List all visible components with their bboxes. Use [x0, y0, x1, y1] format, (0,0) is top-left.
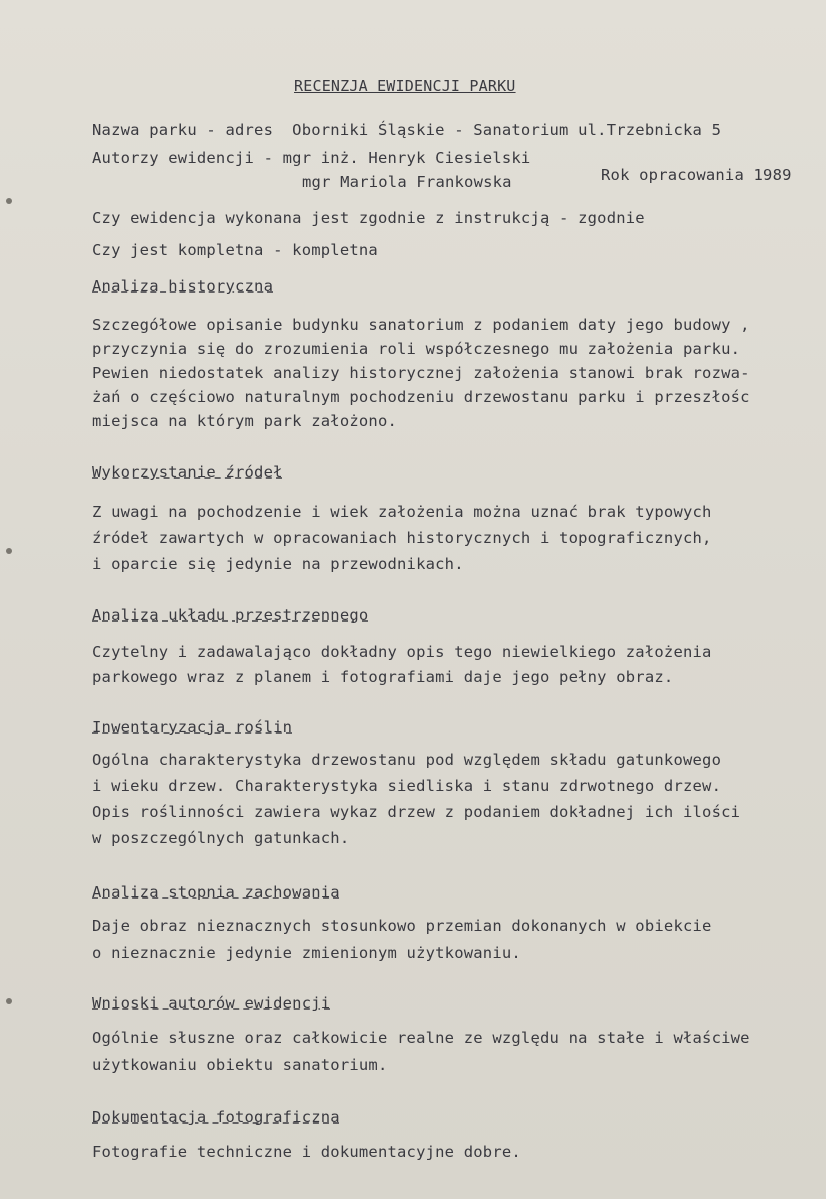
- section-text-line: w poszczególnych gatunkach.: [92, 829, 350, 847]
- section-text-line: przyczynia się do zrozumienia roli współczesnego mu założenia parku.: [92, 340, 741, 358]
- section-text-line: Fotografie techniczne i dokumentacyjne dobre.: [92, 1143, 521, 1161]
- year-line: Rok opracowania 1989: [601, 166, 792, 184]
- section-text-line: Ogólna charakterystyka drzewostanu pod względem składu gatunkowego: [92, 751, 722, 769]
- section-heading: Inwentaryzacja roślin: [92, 718, 293, 736]
- punch-hole: [6, 998, 12, 1004]
- section-heading: Analiza układu przestrzennego: [92, 606, 369, 624]
- completeness-line: Czy jest kompletna - kompletna: [92, 241, 378, 259]
- section-text-line: użytkowaniu obiektu sanatorium.: [92, 1056, 388, 1074]
- section-text-line: źródeł zawartych w opracowaniach historycznych i topograficznych,: [92, 529, 712, 547]
- section-text-line: o nieznacznie jedynie zmienionym użytkowaniu.: [92, 944, 521, 962]
- section-heading: Analiza historyczna: [92, 277, 274, 295]
- section-text-line: Czytelny i zadawalająco dokładny opis tego niewielkiego założenia: [92, 643, 712, 661]
- section-text-line: i oparcie się jedynie na przewodnikach.: [92, 555, 464, 573]
- section-text-line: i wieku drzew. Charakterystyka siedliska i stanu zdrwotnego drzew.: [92, 777, 722, 795]
- punch-hole: [6, 198, 12, 204]
- section-text-line: Opis roślinności zawiera wykaz drzew z podaniem dokładnej ich ilości: [92, 803, 741, 821]
- section-text-line: żań o częściowo naturalnym pochodzeniu drzewostanu parku i przeszłośc: [92, 388, 750, 406]
- document-title: RECENZJA EWIDENCJI PARKU: [294, 77, 516, 95]
- section-text-line: Z uwagi na pochodzenie i wiek założenia można uznać brak typowych: [92, 503, 712, 521]
- section-text-line: miejsca na którym park założono.: [92, 412, 398, 430]
- punch-hole: [6, 548, 12, 554]
- compliance-line: Czy ewidencja wykonana jest zgodnie z instrukcją - zgodnie: [92, 209, 645, 227]
- section-text-line: Ogólnie słuszne oraz całkowicie realne ze względu na stałe i właściwe: [92, 1029, 750, 1047]
- section-heading: Wykorzystanie źródeł: [92, 463, 283, 481]
- section-text-line: parkowego wraz z planem i fotografiami daje jego pełny obraz.: [92, 668, 674, 686]
- park-name-line: Nazwa parku - adres Oborniki Śląskie - Sanatorium ul.Trzebnicka 5: [92, 121, 722, 139]
- section-text-line: Daje obraz nieznacznych stosunkowo przemian dokonanych w obiekcie: [92, 917, 712, 935]
- section-heading: Analiza stopnia zachowania: [92, 883, 340, 901]
- section-text-line: Pewien niedostatek analizy historycznej założenia stanowi brak rozwa-: [92, 364, 750, 382]
- section-heading: Wnioski autorów ewidencji: [92, 994, 331, 1012]
- section-text-line: Szczegółowe opisanie budynku sanatorium z podaniem daty jego budowy ,: [92, 316, 750, 334]
- authors-line-1: Autorzy ewidencji - mgr inż. Henryk Ciesielski: [92, 149, 531, 167]
- authors-line-2: mgr Mariola Frankowska: [302, 173, 512, 191]
- section-heading: Dokumentacja fotograficzna: [92, 1108, 340, 1126]
